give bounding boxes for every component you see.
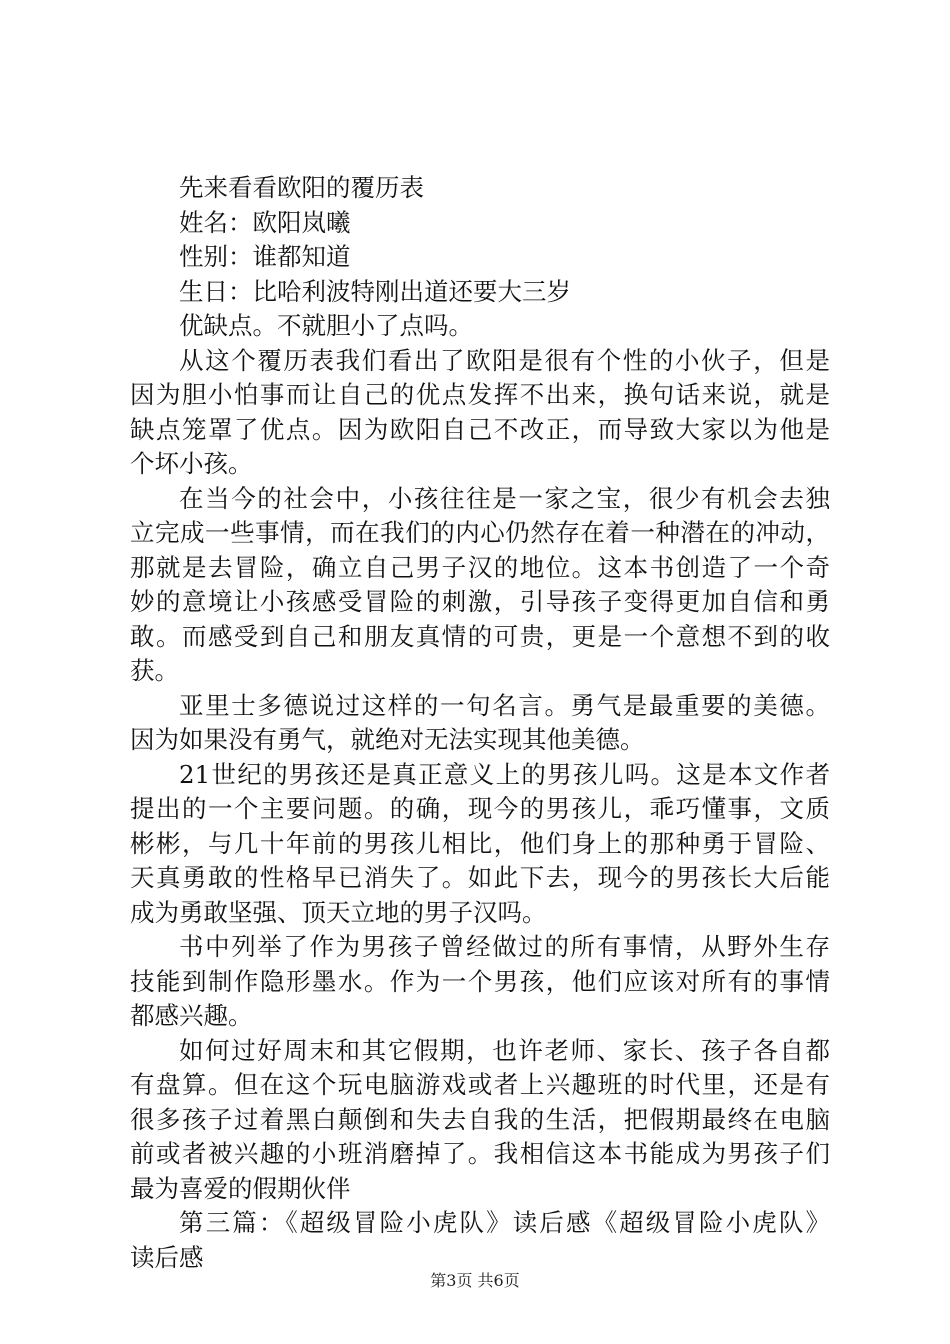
text-line: 第三篇：《超级冒险小虎队》读后感《超级冒险小虎队》 (179, 1208, 830, 1237)
text-line: 前或者被兴趣的小班消磨掉了。我相信这本书能成为男孩子们 (130, 1139, 830, 1168)
text-line: 很多孩子过着黑白颠倒和失去自我的生活，把假期最终在电脑 (130, 1104, 830, 1134)
text-line: 天真勇敢的性格早已消失了。如此下去，现今的男孩长大后能 (130, 863, 830, 892)
text-line: 因为如果没有勇气，就绝对无法实现其他美德。 (130, 725, 645, 754)
text-line: 成为勇敢坚强、顶天立地的男子汉吗。 (130, 897, 547, 927)
text-line: 妙的意境让小孩感受冒险的刺激，引导孩子变得更加自信和勇 (130, 587, 830, 616)
text-line: 读后感 (130, 1242, 204, 1272)
text-line: 提出的一个主要问题。的确，现今的男孩儿，乖巧懂事，文质 (130, 794, 830, 823)
text-line: 生日：比哈利波特刚出道还要大三岁 (179, 276, 571, 306)
text-line: 从这个覆历表我们看出了欧阳是很有个性的小伙子，但是 (179, 345, 830, 375)
text-line: 如何过好周末和其它假期，也许老师、家长、孩子各自都 (179, 1035, 830, 1065)
text-line: 最为喜爱的假期伙伴 (130, 1173, 351, 1203)
text-line: 先来看看欧阳的覆历表 (179, 173, 424, 202)
text-line: 姓名：欧阳岚曦 (179, 207, 351, 237)
text-line: 技能到制作隐形墨水。作为一个男孩，他们应该对所有的事情 (130, 966, 830, 996)
text-line: 缺点笼罩了优点。因为欧阳自己不改正，而导致大家以为他是 (130, 414, 830, 444)
body-text (130, 171, 830, 1275)
text-line: 亚里士多德说过这样的一句名言。勇气是最重要的美德。 (179, 690, 830, 720)
text-line: 性别：谁都知道 (179, 242, 351, 271)
text-line: 21世纪的男孩还是真正意义上的男孩儿吗。这是本文作者 (179, 759, 830, 789)
page-footer: 第3页 共6页 (430, 1271, 520, 1290)
text-line: 书中列举了作为男孩子曾经做过的所有事情，从野外生存 (179, 932, 830, 961)
text-line: 在当今的社会中，小孩往往是一家之宝，很少有机会去独 (179, 483, 830, 513)
text-line: 个坏小孩。 (130, 449, 253, 478)
text-line: 敢。而感受到自己和朋友真情的可贵，更是一个意想不到的收 (130, 621, 830, 651)
text-line: 有盘算。但在这个玩电脑游戏或者上兴趣班的时代里，还是有 (130, 1070, 830, 1099)
text-line: 优缺点。不就胆小了点吗。 (179, 311, 473, 340)
text-line: 立完成一些事情，而在我们的内心仍然存在着一种潜在的冲动， (130, 518, 830, 547)
text-line: 都感兴趣。 (130, 1001, 253, 1030)
text-line: 彬彬，与几十年前的男孩儿相比，他们身上的那种勇于冒险、 (130, 828, 830, 858)
text-line: 获。 (130, 656, 179, 685)
text-line: 那就是去冒险，确立自己男子汉的地位。这本书创造了一个奇 (130, 552, 830, 582)
text-line: 因为胆小怕事而让自己的优点发挥不出来，换句话来说，就是 (130, 380, 830, 409)
